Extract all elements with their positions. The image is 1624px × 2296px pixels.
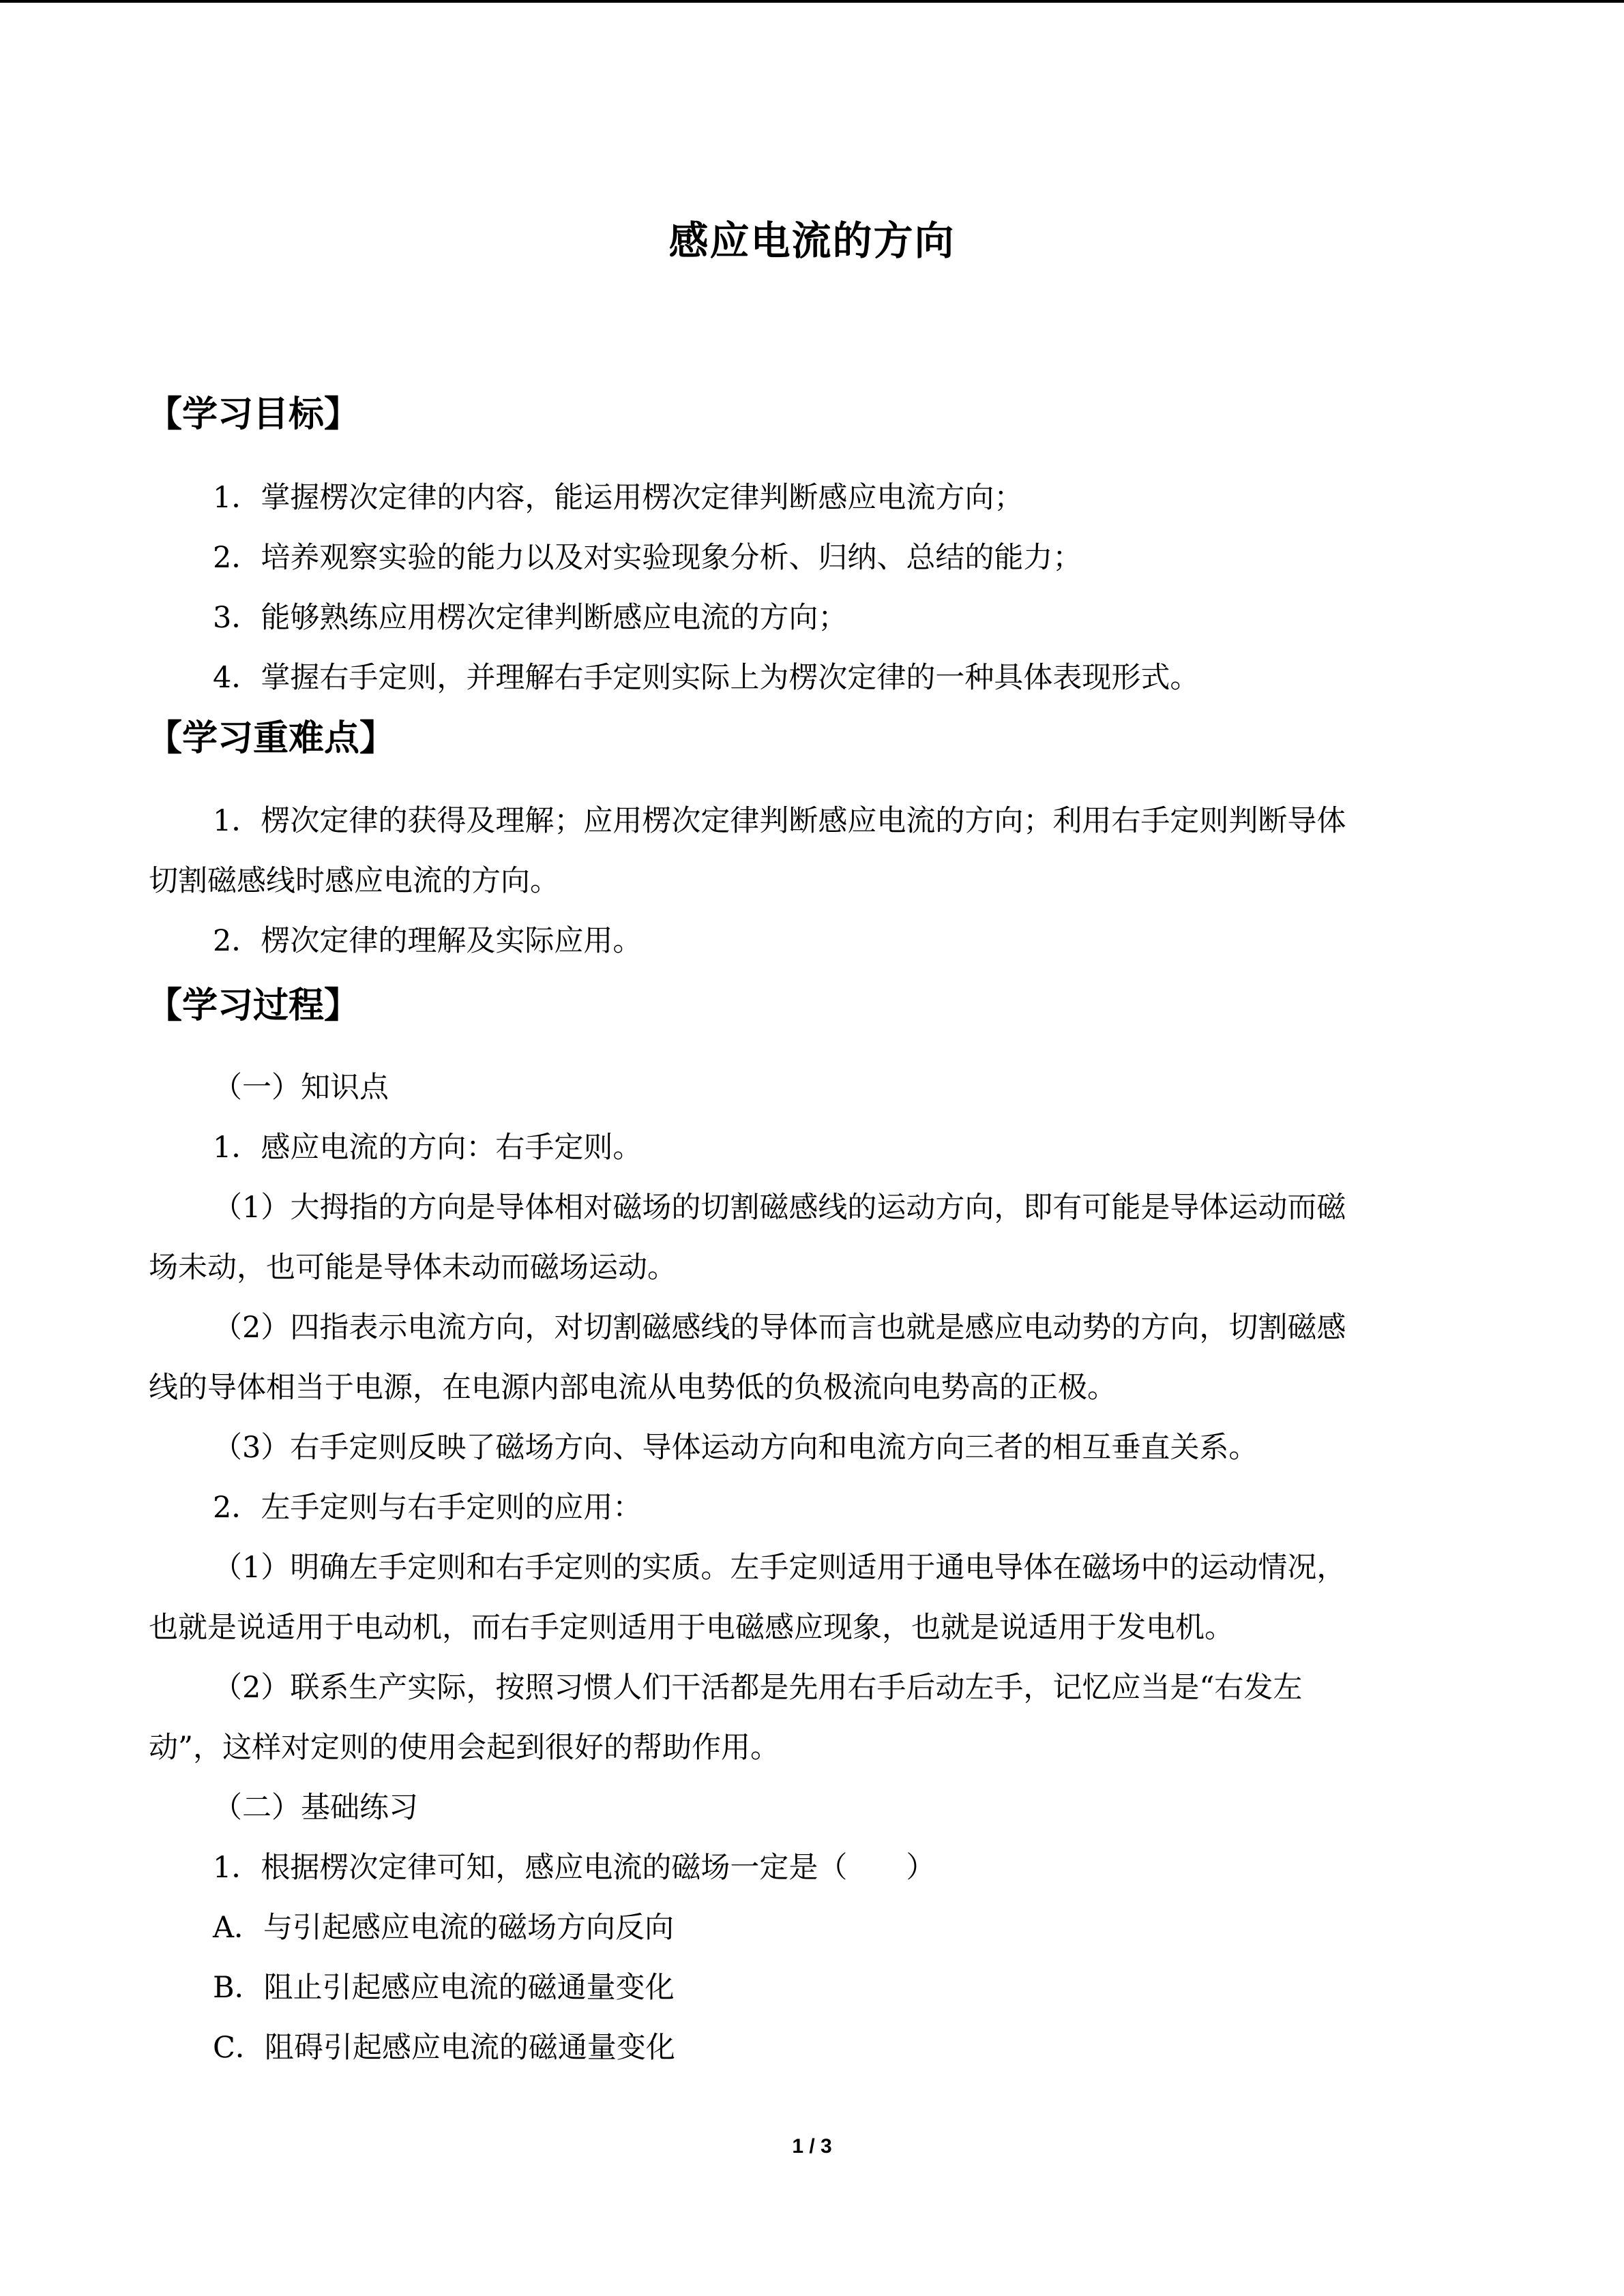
knowledge-2-1-line-2: 也就是说适用于电动机，而右手定则适用于电磁感应现象，也就是说适用于发电机。 [149, 1611, 1234, 1645]
goal-item-3: 3．能够熟练应用楞次定律判断感应电流的方向； [213, 601, 848, 635]
part-2-title: （二）基础练习 [213, 1791, 418, 1825]
question-1: 1．根据楞次定律可知，感应电流的磁场一定是（ ） [213, 1851, 936, 1885]
question-1-option-a: A．与引起感应电流的磁场方向反向 [213, 1911, 675, 1945]
knowledge-1-2-line-1: （2）四指表示电流方向，对切割磁感线的导体而言也就是感应电动势的方向，切割磁感 [213, 1311, 1346, 1345]
knowledge-2: 2．左手定则与右手定则的应用： [213, 1491, 643, 1525]
key-point-2: 2．楞次定律的理解及实际应用。 [213, 924, 643, 958]
knowledge-1-1-line-2: 场未动，也可能是导体未动而磁场运动。 [149, 1251, 677, 1285]
goal-item-4: 4．掌握右手定则，并理解右手定则实际上为楞次定律的一种具体表现形式。 [213, 661, 1200, 695]
knowledge-1-2-line-2: 线的导体相当于电源，在电源内部电流从电势低的负极流向电势高的正极。 [149, 1371, 1117, 1405]
goal-item-1: 1．掌握楞次定律的内容，能运用楞次定律判断感应电流方向； [213, 481, 1024, 515]
key-point-1-line-1: 1．楞次定律的获得及理解；应用楞次定律判断感应电流的方向；利用右手定则判断导体 [213, 804, 1346, 838]
goal-item-2: 2．培养观察实验的能力以及对实验现象分析、归纳、总结的能力； [213, 541, 1082, 575]
question-1-option-c: C．阻碍引起感应电流的磁通量变化 [213, 2031, 675, 2065]
knowledge-2-2-line-1: （2）联系生产实际，按照习惯人们干活都是先用右手后动左手，记忆应当是“右发左 [213, 1671, 1303, 1705]
heading-key-points: 【学习重难点】 [147, 718, 396, 759]
knowledge-1-3: （3）右手定则反映了磁场方向、导体运动方向和电流方向三者的相互垂直关系。 [213, 1431, 1258, 1465]
knowledge-2-1-line-1: （1）明确左手定则和右手定则的实质。左手定则适用于通电导体在磁场中的运动情况， [213, 1551, 1346, 1585]
question-1-option-b: B．阻止引起感应电流的磁通量变化 [213, 1971, 675, 2005]
top-border-line [0, 0, 1624, 3]
knowledge-1: 1．感应电流的方向：右手定则。 [213, 1131, 643, 1165]
page-title: 感应电流的方向 [668, 218, 956, 264]
key-point-1-line-2: 切割磁感线时感应电流的方向。 [149, 864, 559, 898]
page-number: 1 / 3 [792, 2135, 832, 2158]
knowledge-2-2-line-2: 动”，这样对定则的使用会起到很好的帮助作用。 [149, 1731, 780, 1765]
heading-learning-process: 【学习过程】 [147, 985, 360, 1026]
heading-learning-goals: 【学习目标】 [147, 394, 360, 435]
part-1-title: （一）知识点 [213, 1071, 389, 1105]
knowledge-1-1-line-1: （1）大拇指的方向是导体相对磁场的切割磁感线的运动方向，即有可能是导体运动而磁 [213, 1191, 1346, 1225]
